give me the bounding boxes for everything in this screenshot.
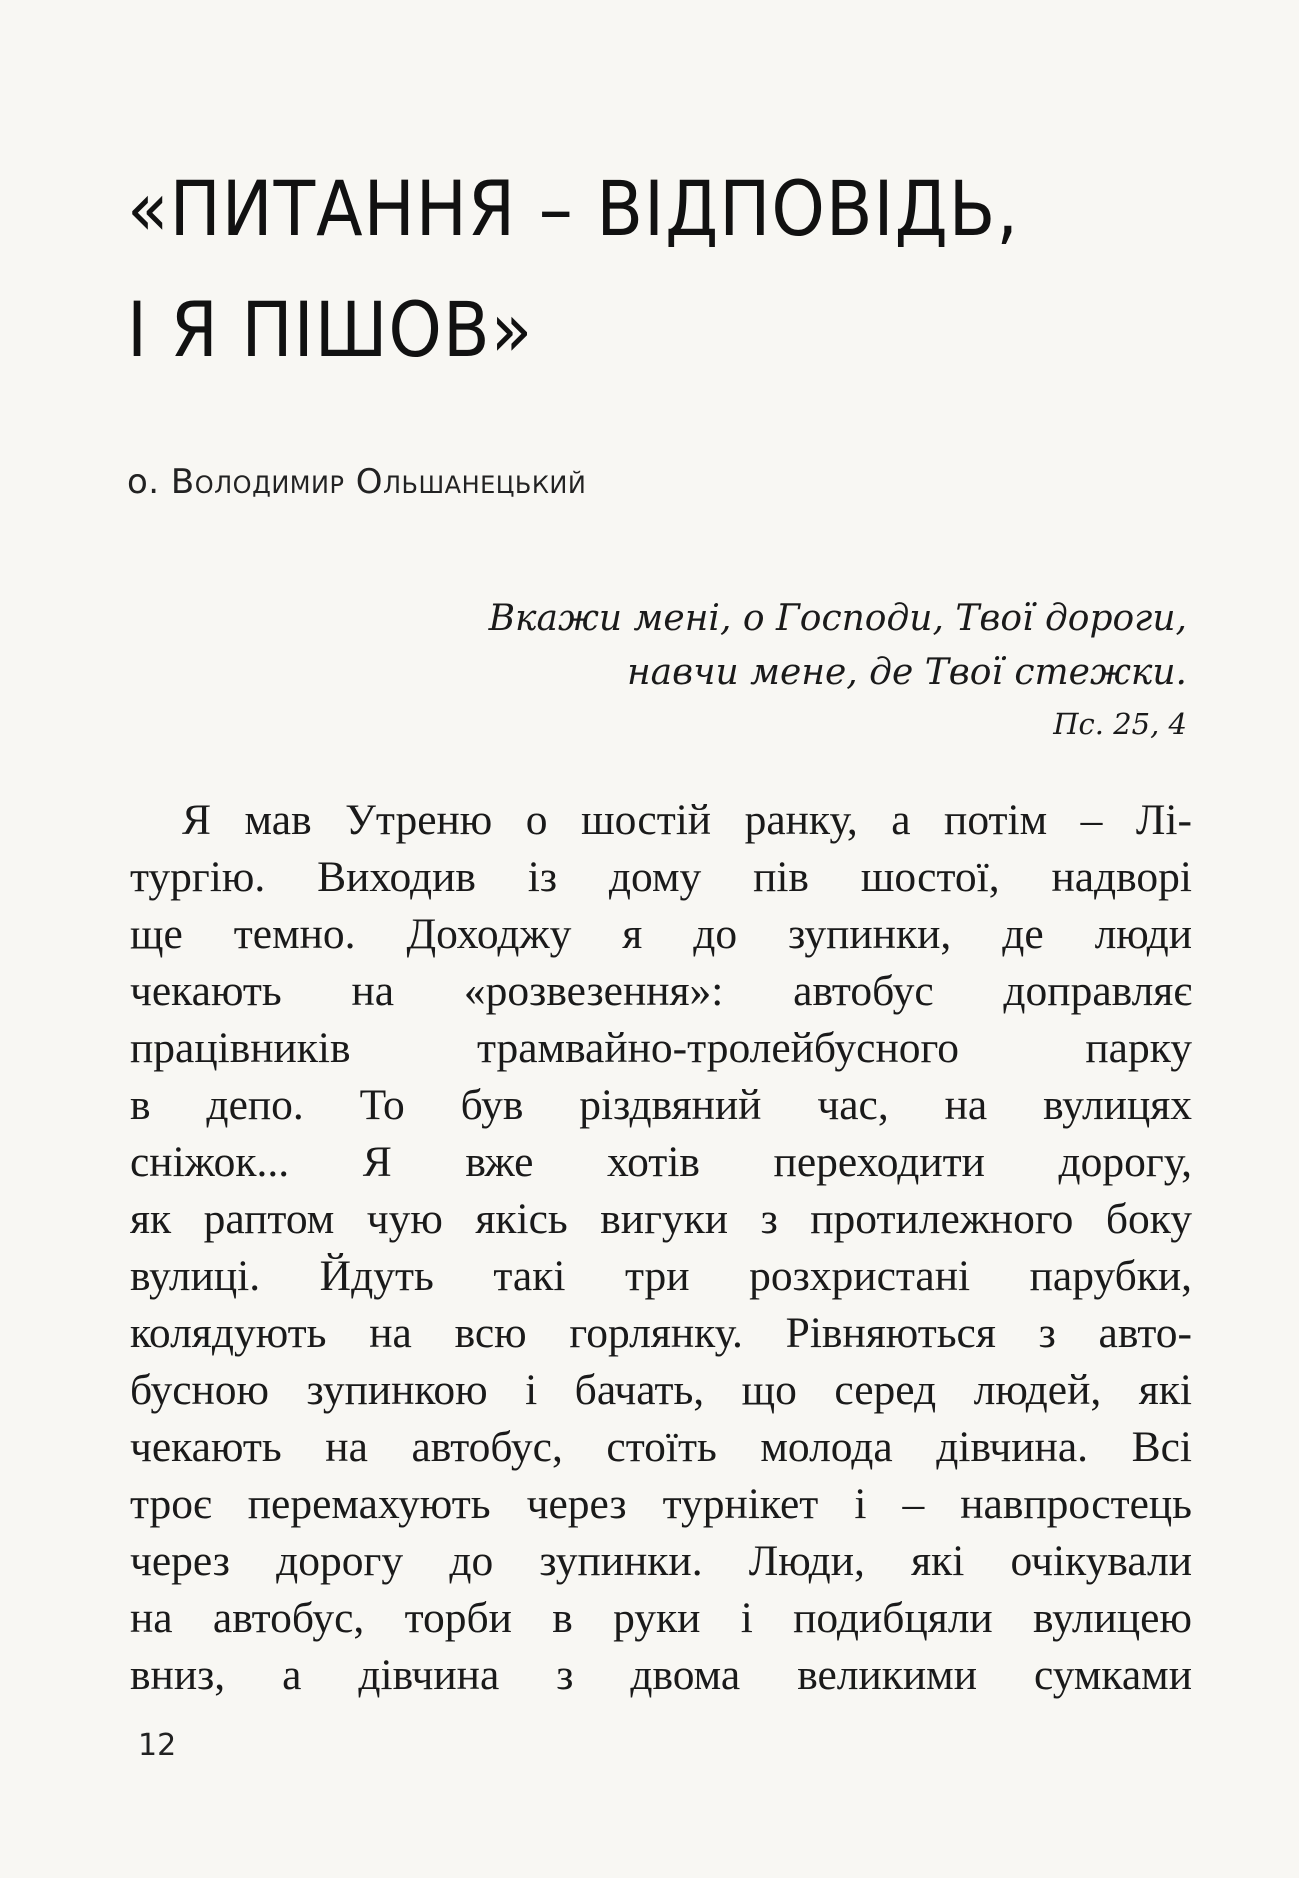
epigraph-line-2: навчи мене, де Твої стежки. <box>626 652 1187 693</box>
body-line: чекають на «розвезення»: автобус доправляє <box>130 967 1192 1015</box>
epigraph <box>287 592 1187 746</box>
chapter-title-line-2: І Я ПІШОВ» <box>127 286 534 376</box>
chapter-title-line-1: «ПИТАННЯ – ВІДПОВІДЬ, <box>127 165 1019 255</box>
body-line: тургію. Виходив із дому пів шостої, надворі <box>130 853 1192 901</box>
body-line: бусною зупинкою і бачать, що серед людей, які <box>130 1366 1192 1414</box>
body-line: Я мав Утреню о шостій ранку, а потім – Лі- <box>182 796 1192 844</box>
body-line: вниз, а дівчина з двома великими сумками <box>130 1651 1192 1699</box>
body-line: троє перемахують через турнікет і – навпростець <box>130 1480 1192 1528</box>
epigraph-reference: Пс. 25, 4 <box>1053 707 1187 741</box>
body-line: сніжок... Я вже хотів переходити дорогу, <box>130 1138 1192 1186</box>
body-line: колядують на всю горлянку. Рівняються з авто- <box>130 1309 1192 1357</box>
body-line: працівників трамвайно-тролейбусного парку <box>130 1024 1192 1072</box>
body-line: на автобус, торби в руки і подибцяли вулицею <box>130 1594 1192 1642</box>
author-prefix: о. <box>127 462 160 502</box>
author-byline <box>127 462 586 502</box>
body-paragraph <box>130 792 1192 1704</box>
body-line: в депо. То був різдвяний час, на вулицях <box>130 1081 1192 1129</box>
chapter-title <box>127 150 1019 392</box>
epigraph-line-1: Вкажи мені, о Господи, Твої дороги, <box>488 598 1187 639</box>
body-line: ще темно. Доходжу я до зупинки, де люди <box>130 910 1192 958</box>
body-line: чекають на автобус, стоїть молода дівчина. Всі <box>130 1423 1192 1471</box>
body-line: як раптом чую якісь вигуки з протилежного боку <box>130 1195 1192 1243</box>
author-name: Володимир Ольшанецький <box>170 462 587 502</box>
body-line: вулиці. Йдуть такі три розхристані парубки, <box>130 1252 1192 1300</box>
page-number: 12 <box>138 1728 177 1763</box>
body-line: через дорогу до зупинки. Люди, які очікували <box>130 1537 1192 1585</box>
